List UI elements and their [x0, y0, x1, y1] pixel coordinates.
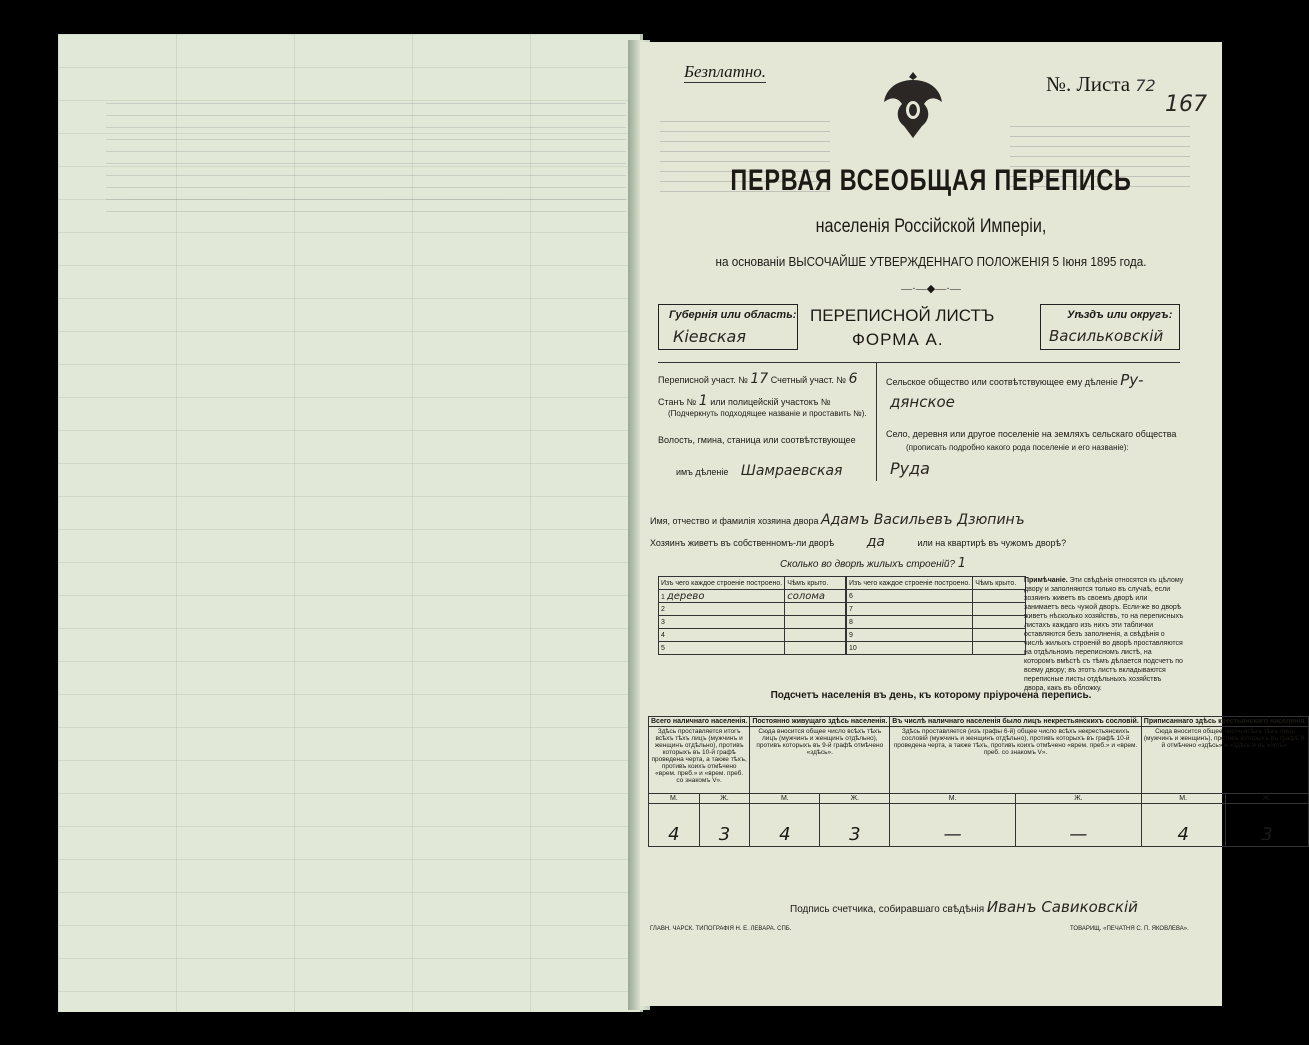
- table-row: [659, 629, 846, 642]
- female-label: Ж.: [820, 794, 890, 804]
- rent-label: или на квартирѣ въ чужомъ дворѣ?: [917, 538, 1067, 548]
- sheet-number-value: 72: [1135, 76, 1156, 95]
- owner-label: Имя, отчество и фамилія хозяина двора: [650, 516, 819, 526]
- male-label: М.: [649, 794, 700, 804]
- table-row: [659, 616, 846, 629]
- nonpeasant-female-value: —: [1016, 804, 1142, 847]
- col-nonpeasant-desc: Здѣсь проставляется (изъ графы 6-й) общее число всѣхъ некрестьянскихъ сословій (мужчинъ и женщинъ отдѣльно), противъ которыхъ въ графѣ 10-й проведена черта, а также тѣхъ, противъ коихъ отмѣчено «врем. преб.» и «врем. преб. со знакомъ V».: [890, 727, 1141, 794]
- buildings-table-left: [658, 576, 846, 655]
- row-number: 8: [847, 616, 973, 629]
- row-number: 10: [847, 642, 973, 655]
- col-present-desc: Здѣсь проставляется итогъ всѣхъ тѣхъ лицъ (мужчинъ и женщинъ отдѣльно), противъ которыхъ въ 10-й графѣ проведена черта, а также тѣхъ, противъ коихъ отмѣчено «врем. преб.» и «врем. преб. со знакомъ V».: [649, 727, 750, 794]
- nonpeasant-male-value: —: [890, 804, 1016, 847]
- village-value: Руда: [890, 459, 930, 478]
- police-label: или полицейскій участокъ №: [710, 397, 831, 407]
- col-material-header: Изъ чего каждое строеніе построено.: [847, 577, 973, 590]
- table-row: [847, 603, 1026, 616]
- note-heading: Примѣчаніе.: [1024, 577, 1068, 584]
- sheet-title: ПЕРЕПИСНОЙ ЛИСТЪ: [810, 306, 995, 325]
- peasant-male-value: 4: [1141, 804, 1225, 847]
- page-title: ПЕРВАЯ ВСЕОБЩАЯ ПЕРЕПИСЬ: [730, 164, 1132, 197]
- stan-label: Станъ №: [658, 397, 697, 407]
- uezd-label: Уѣздъ или округъ:: [1067, 309, 1173, 321]
- gubernia-label: Губернія или область:: [669, 309, 797, 321]
- form-label: ФОРМА А.: [852, 330, 944, 349]
- footer-printer-right: ТОВАРИЩ. «ПЕЧАТНЯ С. П. ЯКОВЛЕВА».: [1070, 926, 1189, 932]
- row-number: 2: [659, 603, 785, 616]
- imperial-eagle-emblem: [878, 66, 948, 146]
- census-district-value: 17: [750, 371, 769, 387]
- note-block: [1024, 576, 1184, 693]
- col-resident-desc: Сюда вносится общее число всѣхъ тѣхъ лицъ (мужчинъ и женщинъ отдѣльно), противъ которыхъ въ 9-й графѣ отмѣчено «здѣсь».: [750, 727, 890, 794]
- peasant-female-value: 3: [1225, 804, 1309, 847]
- col-nonpeasant-title: Въ числѣ наличнаго населенія было лицъ некрестьянскихъ сословій.: [890, 717, 1141, 727]
- resident-male-value: 4: [750, 804, 820, 847]
- buildings-label: Сколько во дворѣ жилыхъ строеній?: [780, 559, 955, 570]
- sheet-label: №. Листа: [1046, 72, 1131, 96]
- free-label: Безплатно.: [684, 62, 767, 81]
- owner-field: [650, 512, 1025, 528]
- society-value-b: дянское: [890, 393, 955, 411]
- col-resident-title: Постоянно живущаго здѣсь населенія.: [750, 717, 890, 727]
- legal-basis: на основаніи ВЫСОЧАЙШЕ УТВЕРЖДЕННАГО ПОЛОЖЕНІЯ 5 Іюня 1895 года.: [715, 254, 1147, 269]
- population-table: [648, 716, 1309, 847]
- sheet-number: [1046, 72, 1156, 97]
- female-label: Ж.: [699, 794, 750, 804]
- signature-label: Подпись счетчика, собиравшаго свѣдѣнія: [790, 904, 985, 915]
- table-row: [649, 794, 1309, 804]
- male-label: М.: [890, 794, 1016, 804]
- volost-value: Шамраевская: [740, 463, 843, 479]
- col-material-header: Изъ чего каждое строеніе построено.: [659, 577, 785, 590]
- table-row: [847, 629, 1026, 642]
- volost-field: [676, 463, 842, 479]
- volost-label: Волость, гмина, станица или соотвѣтствующее: [658, 435, 856, 445]
- resident-female-value: 3: [820, 804, 890, 847]
- left-page: [58, 34, 643, 1012]
- subtitle: населенія Россійской Имперіи,: [815, 216, 1047, 237]
- signature-field: [790, 898, 1138, 916]
- present-male-value: 4: [649, 804, 700, 847]
- note-body: Эти свѣдѣнія относятся къ цѣлому двору и заполняются только въ случаѣ, если хозяинъ живетъ въ своемъ дворѣ или занимаетъ весь чужой дворъ. Если-же во дворѣ живетъ нѣсколько хозяйствъ, то на переписныхъ листахъ каждаго изъ нихъ эти таблички оставляются безъ заполненія, а свѣдѣнія о числѣ жилыхъ строеній во дворѣ проставляются на отдѣльномъ переписномъ листѣ, на которомъ вмѣстѣ съ тѣмъ дѣлается подсчетъ по всему двору; въ этотъ листъ вкладываются переписные листы отдѣльныхъ хозяйствъ двора, какъ въ обложку.: [1024, 577, 1184, 692]
- row-number: 7: [847, 603, 973, 616]
- uezd-value: Васильковскій: [1049, 327, 1164, 345]
- counting-district-value: 6: [848, 371, 858, 387]
- society-value-a: Ру-: [1120, 371, 1144, 389]
- village-note: (прописать подробно какого рода поселеніе и его названіе):: [906, 443, 1129, 452]
- row-number: 1: [661, 593, 665, 601]
- table-header-row: [847, 577, 1026, 590]
- census-district-field: [658, 371, 858, 387]
- stan-field: [658, 393, 831, 409]
- female-label: Ж.: [1225, 794, 1309, 804]
- signature-value: Иванъ Савиковскій: [986, 898, 1138, 916]
- col-roof-header: Чѣмъ крыто.: [785, 577, 846, 590]
- gubernia-value: Кіевская: [673, 327, 746, 346]
- male-label: М.: [1141, 794, 1225, 804]
- footer-printer-left: ГЛАВН. ЧАРСК. ТИПОГРАФІЯ Н. Е. ЛЕВАРА. СПБ.: [650, 926, 792, 932]
- buildings-field: [780, 556, 966, 571]
- table-row: [847, 642, 1026, 655]
- society-field: [886, 371, 1144, 389]
- col-peasant-title: Приписаннаго здѣсь крестьянскаго населенія.: [1141, 717, 1309, 727]
- census-form-page: [640, 42, 1307, 1006]
- table-row: [659, 590, 846, 603]
- own-yard-value: да: [866, 534, 885, 550]
- volost-label-2: имъ дѣленіе: [676, 467, 729, 477]
- row-number: 4: [659, 629, 785, 642]
- table-row: [659, 603, 846, 616]
- location-block: [658, 362, 1180, 483]
- village-label: Село, деревня или другое поселеніе на земляхъ сельскаго общества: [886, 429, 1177, 439]
- own-yard-field: [650, 534, 1066, 550]
- table-row: [649, 727, 1309, 794]
- stan-value: 1: [698, 393, 708, 409]
- corner-page-number: 167: [1165, 92, 1207, 117]
- row-number: 9: [847, 629, 973, 642]
- table-row: [649, 804, 1309, 847]
- owner-value: Адамъ Васильевъ Дзюпинъ: [821, 512, 1025, 528]
- faded-print-bleed: [106, 92, 626, 212]
- col-roof-header: Чѣмъ крыто.: [973, 577, 1026, 590]
- table-header-row: [649, 717, 1309, 727]
- underline-note: (Подчеркнуть подходящее названіе и проставить №).: [668, 409, 867, 418]
- own-yard-label: Хозяинъ живетъ въ собственномъ-ли дворѣ: [650, 538, 835, 548]
- roof-value: солома: [787, 590, 826, 602]
- population-heading: Подсчетъ населенія въ день, къ которому пріурочена перепись.: [770, 690, 1092, 701]
- material-value: дерево: [666, 590, 705, 602]
- present-female-value: 3: [699, 804, 750, 847]
- buildings-value: 1: [957, 556, 967, 571]
- society-label: Сельское общество или соотвѣтствующее ему дѣленіе: [886, 377, 1118, 387]
- female-label: Ж.: [1016, 794, 1142, 804]
- table-row: [847, 590, 1026, 603]
- location-divider: [876, 363, 877, 481]
- col-peasant-desc: Сюда вносится общее число всѣхъ тѣхъ лицъ (мужчинъ и женщинъ), противъ которыхъ въ графѣ 8-й отмѣчено «здѣсь» и «здѣсь и въ хость».: [1141, 727, 1309, 794]
- census-district-label: Переписной участ. №: [658, 375, 748, 385]
- ornament-divider: —·—◆—·—: [901, 283, 961, 295]
- table-row: [659, 642, 846, 655]
- table-header-row: [659, 577, 846, 590]
- male-label: М.: [750, 794, 820, 804]
- col-present-title: Всего наличнаго населенія.: [649, 717, 750, 727]
- uezd-box: [1040, 304, 1180, 350]
- note-text: [1024, 576, 1184, 693]
- row-number: 6: [847, 590, 973, 603]
- gubernia-box: [658, 304, 798, 350]
- counting-district-label: Счетный участ. №: [770, 375, 847, 385]
- table-row: [847, 616, 1026, 629]
- buildings-table-right: [846, 576, 1026, 655]
- row-number: 3: [659, 616, 785, 629]
- row-number: 5: [659, 642, 785, 655]
